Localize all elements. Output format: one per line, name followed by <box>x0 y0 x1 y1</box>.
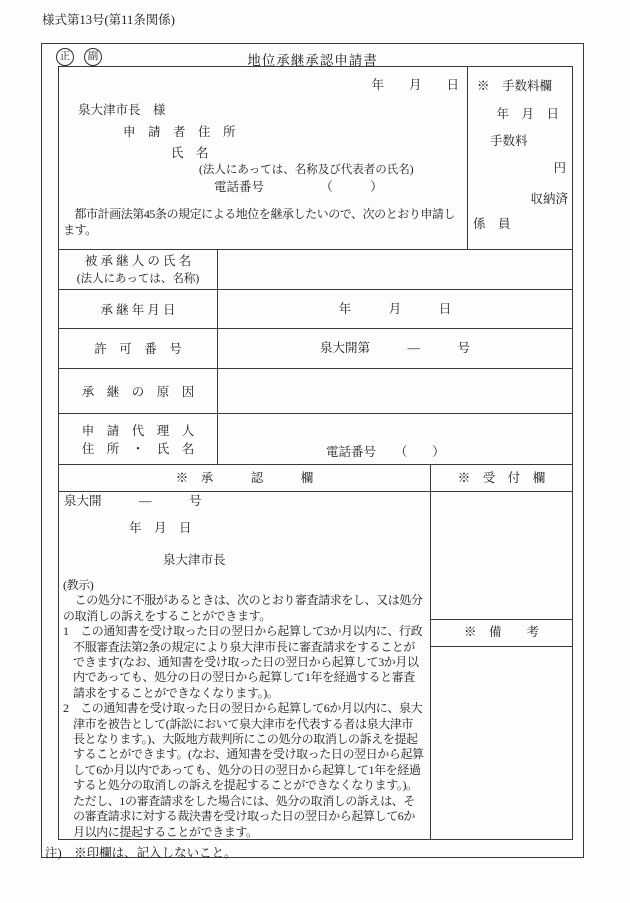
row-label-permit-number: 許 可 番 号 <box>59 329 218 369</box>
page-title: 地位承継承認申請書 <box>247 53 378 68</box>
reception-cell <box>431 492 572 620</box>
fee-received-label: 収納済 <box>530 192 568 206</box>
footnote: 注) ※印欄は、記入しないこと。 <box>45 846 237 860</box>
appeal-notice-item: 1 この通知書を受け取った日の翌日から起算して3か月以内に、行政不服審査法第2条の規定により泉大津市長に審査請求をすることができます(なお、通知書を受け取った日の翌日から起算して3か月以内であっても、処分の日の翌日から起算して1年を経過すると審査請求をすることができなくなります。)。 <box>63 624 423 700</box>
table-row <box>59 414 572 465</box>
agent-phone-line: 電話番号 （ ） <box>326 444 445 459</box>
row-value-agent <box>218 414 572 465</box>
appeal-notice <box>63 578 424 840</box>
application-date-line: 年 月 日 <box>371 78 459 92</box>
table-row <box>59 250 572 290</box>
fee-label: 手数料 <box>490 134 528 148</box>
reception-column-header: ※ 受 付 欄 <box>457 470 546 485</box>
applicant-name-label: 氏 名 <box>171 146 209 160</box>
fee-clerk-label: 係 員 <box>473 217 511 231</box>
application-header <box>59 67 468 250</box>
applicant-address-label: 申 請 者 住 所 <box>123 125 236 139</box>
duplicate-stamp-icon: 副 <box>84 48 102 66</box>
reception-remarks-column <box>431 492 572 839</box>
form-table <box>58 66 573 840</box>
row-value-succession-date: 年 月 日 <box>338 301 452 316</box>
remarks-column-header: ※ 備 考 <box>431 620 572 647</box>
application-section <box>59 67 572 250</box>
row-label-succession-cause: 承 継 の 原 因 <box>59 369 218 414</box>
applicant-phone-line: 電話番号 （ ） <box>214 180 383 194</box>
fee-yen-label: 円 <box>553 161 566 175</box>
fee-box-title: ※ 手数料欄 <box>477 79 553 93</box>
row-label-succession-date: 承 継 年 月 日 <box>59 290 218 329</box>
approval-cell <box>59 492 431 839</box>
appeal-notice-item: 2 この通知書を受け取った日の翌日から起算して6か月以内に、泉大津市を被告として(訴訟において泉大津市を代表する者は泉大津市長となります。)、大阪地方裁判所にこの処分の取消しの訴えを提起することができます。(なお、通知書を受け取った日の翌日から起算して6か月以内であっても、処分の日の翌日から起算して1年を経過すると処分の取消しの訴えを提起することができなくなります。)。ただし、1の審査請求をした場合には、処分の取消しの訴えは、その審査請求に対する裁決書を受け取った日の翌日から起算して6か月以内に提起することができます。 <box>63 701 424 839</box>
form-number: 様式第13号(第11条関係) <box>42 13 175 27</box>
approval-date-line: 年 月 日 <box>129 521 192 535</box>
approval-signer: 泉大津市長 <box>163 553 226 567</box>
fee-box <box>468 67 572 250</box>
row-value-successee-name <box>218 250 572 290</box>
section-header-row <box>59 465 572 492</box>
table-row <box>59 329 572 369</box>
addressee: 泉大津市長 様 <box>78 103 166 117</box>
row-label-successee-name: 被 承 継 人 の 氏 名 (法人にあっては、名称) <box>59 250 218 290</box>
outer-frame <box>41 43 584 858</box>
row-label-agent: 申 請 代 理 人 住 所 ・ 氏 名 <box>59 414 218 465</box>
approval-permit-line: 泉大開 ― 号 <box>64 494 202 508</box>
approval-column-header: ※ 承 認 欄 <box>59 465 431 492</box>
corporate-note: (法人にあっては、名称及び代表者の氏名) <box>199 164 414 176</box>
original-stamp-icon: 正 <box>56 48 74 66</box>
table-row <box>59 369 572 414</box>
table-row <box>59 290 572 329</box>
row-value-succession-cause <box>218 369 572 414</box>
appeal-notice-intro: この処分に不服があるときは、次のとおり審査請求をし、又は処分の取消しの訴えをすることができます。 <box>63 593 423 623</box>
fee-date-line: 年 月 日 <box>496 107 559 121</box>
appeal-notice-title: (教示) <box>63 578 94 592</box>
approval-section <box>59 492 572 839</box>
application-body: 都市計画法第45条の規定による地位を継承したいので、次のとおり申請します。 <box>63 207 456 237</box>
row-value-permit-number: 泉大開第 ― 号 <box>319 341 470 356</box>
remarks-cell <box>431 647 572 839</box>
